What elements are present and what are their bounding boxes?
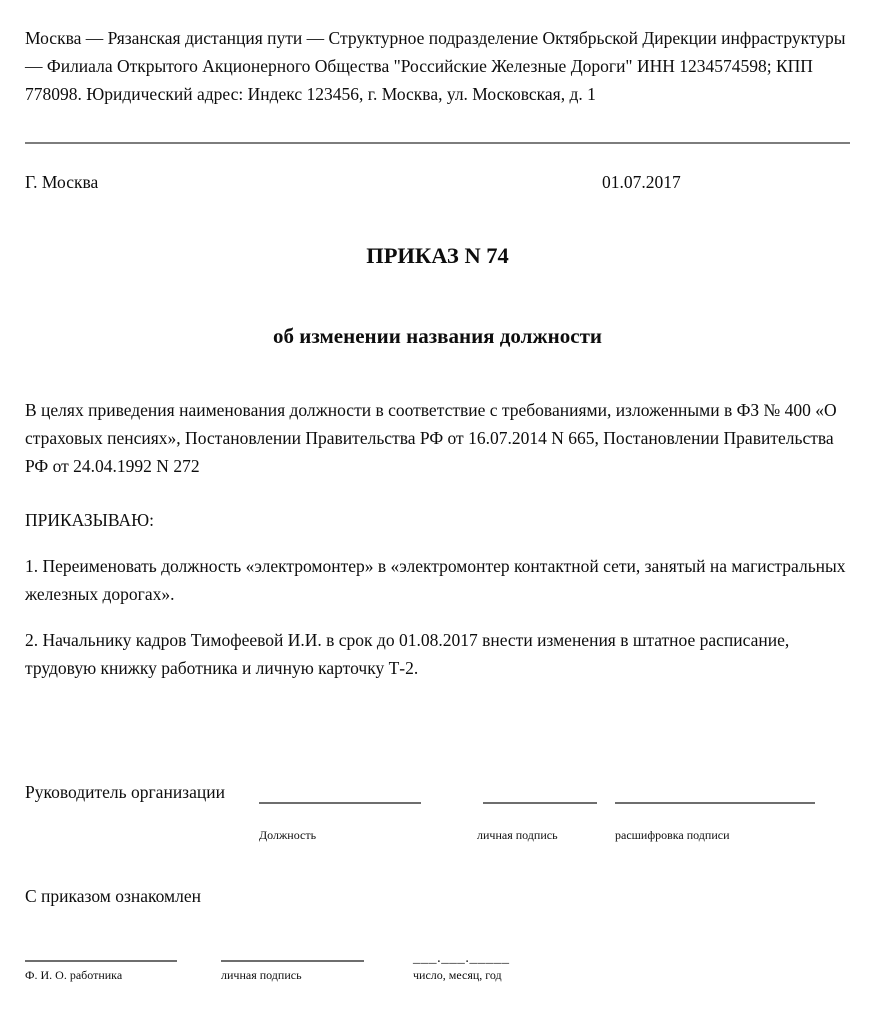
employee-signature-caption: личная подпись xyxy=(221,968,302,982)
document-date: 01.07.2017 xyxy=(602,172,681,192)
document-title: ПРИКАЗ N 74 xyxy=(366,243,509,268)
acknowledgement-captions xyxy=(25,968,850,984)
employee-name-line xyxy=(25,960,177,962)
preamble-paragraph: В целях приведения наименования должности в соответствие с требованиями, изложенными в ФЗ № 400 «О страховых пенсиях», Постановлении Правительства РФ от 16.07.2014 N 665, Постановлении Правительства РФ от 24.04.1992 N 272 xyxy=(25,400,837,476)
signature-transcript-caption: расшифровка подписи xyxy=(615,828,730,842)
leader-signature-label: Руководитель организации xyxy=(25,782,225,802)
employee-name-caption: Ф. И. О. работника xyxy=(25,968,123,982)
leader-signature-captions xyxy=(25,828,850,844)
acknowledgement-signature-row xyxy=(25,938,850,968)
date-blank-line: ___.___._____ xyxy=(413,950,510,966)
leader-signature-row xyxy=(25,778,850,810)
organization-header: Москва — Рязанская дистанция пути — Структурное подразделение Октябрьской Дирекции инфраструктуры — Филиала Открытого Акционерного Общества "Российские Железные Дороги" ИНН 1234574598; КПП 778098. Юридический адрес: Индекс 123456, г. Москва, ул. Московская, д. 1 xyxy=(25,28,846,104)
personal-signature-line xyxy=(483,802,597,804)
document-city: Г. Москва xyxy=(25,172,99,192)
personal-signature-caption: личная подпись xyxy=(477,828,558,842)
order-keyword: ПРИКАЗЫВАЮ: xyxy=(25,510,154,530)
employee-signature-line xyxy=(221,960,364,962)
order-item-2: 2. Начальнику кадров Тимофеевой И.И. в срок до 01.08.2017 внести изменения в штатное расписание, трудовую книжку работника и личную карточку Т-2. xyxy=(25,630,790,678)
document-subtitle: об изменении названия должности xyxy=(273,324,602,348)
acknowledgement-label: С приказом ознакомлен xyxy=(25,886,201,906)
order-item-1: 1. Переименовать должность «электромонтер» в «электромонтер контактной сети, занятый на магистральных железных дорогах». xyxy=(25,556,846,604)
separator-line xyxy=(25,142,850,144)
signature-transcript-line xyxy=(615,802,815,804)
place-date-row xyxy=(25,168,850,196)
position-caption: Должность xyxy=(259,828,317,842)
date-caption: число, месяц, год xyxy=(413,968,502,982)
position-signature-line xyxy=(259,802,421,804)
